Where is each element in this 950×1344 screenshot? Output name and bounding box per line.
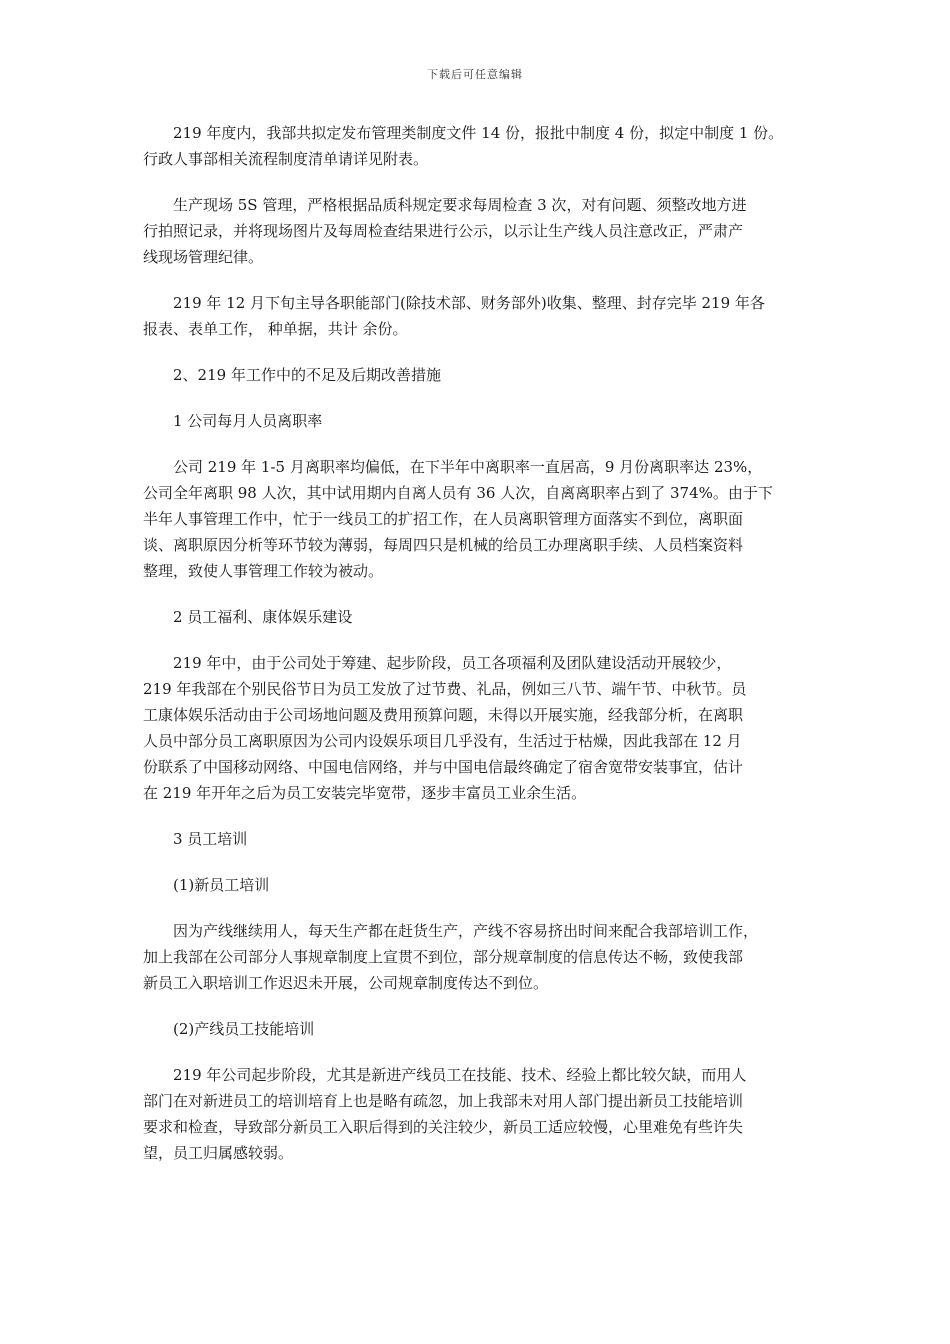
paragraph-line: 行拍照记录，并将现场图片及每周检查结果进行公示，以示让生产线人员注意改正，严肃产 bbox=[143, 222, 744, 240]
paragraph bbox=[143, 454, 819, 584]
paragraph-line: 部门在对新进员工的培训培育上也是略有疏忽，加上我部未对用人部门提出新员工技能培训 bbox=[143, 1092, 744, 1110]
paragraph-line: 2、219 年工作中的不足及后期改善措施 bbox=[173, 366, 441, 384]
paragraph bbox=[143, 408, 819, 434]
paragraph-line: 谈、离职原因分析等环节较为薄弱，每周四只是机械的给员工办理离职手续、人员档案资料 bbox=[143, 536, 744, 554]
paragraph-line: 219 年 12 月下旬主导各职能部门(除技术部、财务部外)收集、整理、封存完毕 219 年各 bbox=[173, 294, 765, 312]
paragraph bbox=[143, 1016, 819, 1042]
paragraph bbox=[143, 1062, 819, 1166]
paragraph bbox=[143, 918, 819, 996]
paragraph-line: 219 年中，由于公司处于筹建、起步阶段，员工各项福利及团队建设活动开展较少， bbox=[173, 654, 732, 672]
paragraph bbox=[143, 604, 819, 630]
paragraph bbox=[143, 192, 819, 270]
paragraph-line: 工康体娱乐活动由于公司场地问题及费用预算问题，未得以开展实施，经我部分析，在离职 bbox=[143, 706, 744, 724]
paragraph-line: 因为产线继续用人，每天生产都在赶货生产，产线不容易挤出时间来配合我部培训工作， bbox=[173, 922, 759, 940]
paragraph bbox=[143, 120, 819, 172]
paragraph-line: 报表、表单工作， 种单据，共计 余份。 bbox=[143, 320, 408, 338]
paragraph-line: 半年人事管理工作中，忙于一线员工的扩招工作，在人员离职管理方面落实不到位，离职面 bbox=[143, 510, 744, 528]
paragraph-line: 1 公司每月人员离职率 bbox=[173, 412, 323, 430]
paragraph-line: 行政人事部相关流程制度清单请详见附表。 bbox=[143, 150, 429, 168]
paragraph bbox=[143, 650, 819, 806]
paragraph bbox=[143, 872, 819, 898]
paragraph-line: 望，员工归属感较弱。 bbox=[143, 1144, 294, 1162]
paragraph-line: 生产现场 5S 管理，严格根据品质科规定要求每周检查 3 次，对有问题、须整改地方进 bbox=[173, 196, 747, 214]
paragraph-line: 公司全年离职 98 人次，其中试用期内自离人员有 36 人次，自离离职率占到了 374%。由于下 bbox=[143, 484, 773, 502]
paragraph-line: 要求和检查，导致部分新员工入职后得到的关注较少，新员工适应较慢，心里难免有些许失 bbox=[143, 1118, 744, 1136]
paragraph-line: 线现场管理纪律。 bbox=[143, 248, 264, 266]
paragraph-line: 份联系了中国移动网络、中国电信网络，并与中国电信最终确定了宿舍宽带安装事宜，估计 bbox=[143, 758, 744, 776]
paragraph-line: 人员中部分员工离职原因为公司内设娱乐项目几乎没有，生活过于枯燥，因此我部在 12 月 bbox=[143, 732, 742, 750]
paragraph-line: 在 219 年开年之后为员工安装完毕宽带，逐步丰富员工业余生活。 bbox=[143, 784, 587, 802]
paragraph-line: 新员工入职培训工作迟迟未开展，公司规章制度传达不到位。 bbox=[143, 974, 549, 992]
page-header: 下载后可任意编辑 bbox=[427, 68, 523, 81]
paragraph-line: (2)产线员工技能培训 bbox=[173, 1020, 315, 1038]
paragraph-line: 3 员工培训 bbox=[173, 830, 248, 848]
paragraph-line: 公司 219 年 1-5 月离职率均偏低，在下半年中离职率一直居高，9 月份离职率达 23%， bbox=[173, 458, 763, 476]
paragraph bbox=[143, 362, 819, 388]
paragraph-line: 219 年公司起步阶段，尤其是新进产线员工在技能、技术、经验上都比较欠缺，而用人 bbox=[173, 1066, 747, 1084]
paragraph-line: (1)新员工培训 bbox=[173, 876, 270, 894]
paragraph-line: 219 年度内，我部共拟定发布管理类制度文件 14 份，报批中制度 4 份，拟定中制度 1 份。 bbox=[173, 124, 784, 142]
document-body bbox=[143, 120, 819, 1186]
paragraph-line: 2 员工福利、康体娱乐建设 bbox=[173, 608, 353, 626]
paragraph bbox=[143, 826, 819, 852]
paragraph bbox=[143, 290, 819, 342]
paragraph-line: 整理，致使人事管理工作较为被动。 bbox=[143, 562, 384, 580]
paragraph-line: 加上我部在公司部分人事规章制度上宣贯不到位，部分规章制度的信息传达不畅，致使我部 bbox=[143, 948, 744, 966]
paragraph-line: 219 年我部在个别民俗节日为员工发放了过节费、礼品，例如三八节、端午节、中秋节。员 bbox=[143, 680, 747, 698]
